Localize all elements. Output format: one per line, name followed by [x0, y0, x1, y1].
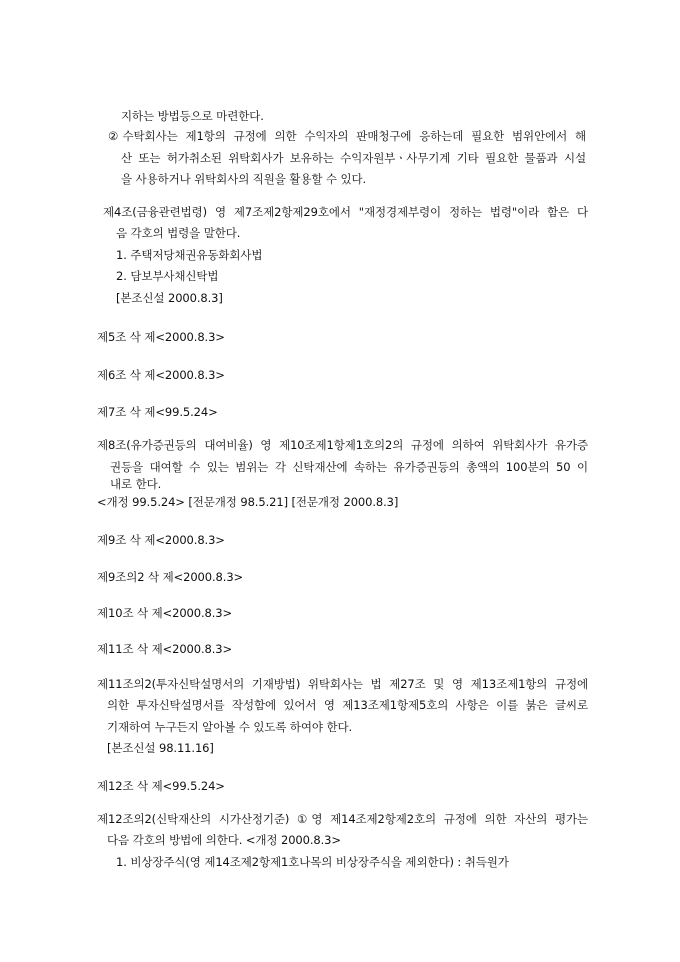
article-heading: 제12조의2(신탁재산의 시가산정기준) ①영 제14조제2항제2호의 규정에 의한 자산의 평가는 — [97, 812, 588, 826]
article-deleted: 제9조 삭 제<2000.8.3> — [97, 533, 225, 547]
article-deleted: 제10조 삭 제<2000.8.3> — [97, 606, 233, 620]
note-line: [본조신설 2000.8.3] — [116, 291, 223, 305]
list-item: 1. 주택저당채권유동화회사법 — [116, 248, 263, 262]
article-deleted: 제7조 삭 제<99.5.24> — [97, 405, 218, 419]
article-heading: 제11조의2(투자신탁설명서의 기재방법) 위탁회사는 법 제27조 및 영 제13조제1항의 규정에 — [97, 677, 588, 691]
text-line: 산 또는 허가취소된 위탁회사가 보유하는 수익자원부ㆍ사무기계 기타 필요한 물품과 시설 — [121, 151, 586, 165]
text-line: 지하는 방법등으로 마련한다. — [121, 109, 264, 123]
list-item: 2. 담보부사채신탁법 — [116, 269, 219, 283]
text-line: 의한 투자신탁설명서를 작성함에 있어서 영 제13조제1항제5호의 사항은 이를 붉은 글씨로 — [107, 698, 588, 712]
text-line: 을 사용하거나 위탁회사의 직원을 활용할 수 있다. — [121, 172, 367, 186]
text-line: 내로 한다. — [110, 477, 162, 491]
article-deleted: 제11조 삭 제<2000.8.3> — [97, 642, 233, 656]
text-line: 음 각호의 법령을 말한다. — [116, 226, 241, 240]
article-heading: 제4조(금융관련법령) 영 제7조제2항제29호에서 "재정경제부령이 정하는 법령"이라 함은 다 — [103, 205, 588, 219]
article-deleted: 제5조 삭 제<2000.8.3> — [97, 330, 225, 344]
text-line: ②수탁회사는 제1항의 규정에 의한 수익자의 판매청구에 응하는데 필요한 범위안에서 해 — [108, 129, 586, 143]
text-line: 기재하여 누구든지 알아볼 수 있도록 하여야 한다. — [107, 720, 353, 734]
text-line: 다음 각호의 방법에 의한다. <개정 2000.8.3> — [107, 833, 341, 847]
amendment-line: <개정 99.5.24> [전문개정 98.5.21] [전문개정 2000.8.3] — [97, 495, 399, 509]
article-deleted: 제6조 삭 제<2000.8.3> — [97, 368, 225, 382]
article-deleted: 제9조의2 삭 제<2000.8.3> — [97, 570, 244, 584]
note-line: [본조신설 98.11.16] — [107, 741, 214, 755]
list-item: 1. 비상장주식(영 제14조제2항제1호나목의 비상장주식을 제외한다) : 취득원가 — [116, 855, 509, 869]
article-heading: 제8조(유가증권등의 대여비율) 영 제10조제1항제1호의2의 규정에 의하여 위탁회사가 유가증 — [97, 438, 588, 452]
text-line: 권등을 대여할 수 있는 범위는 각 신탁재산에 속하는 유가증권등의 총액의 100분의 50 이 — [110, 460, 588, 474]
article-deleted: 제12조 삭 제<99.5.24> — [97, 779, 225, 793]
